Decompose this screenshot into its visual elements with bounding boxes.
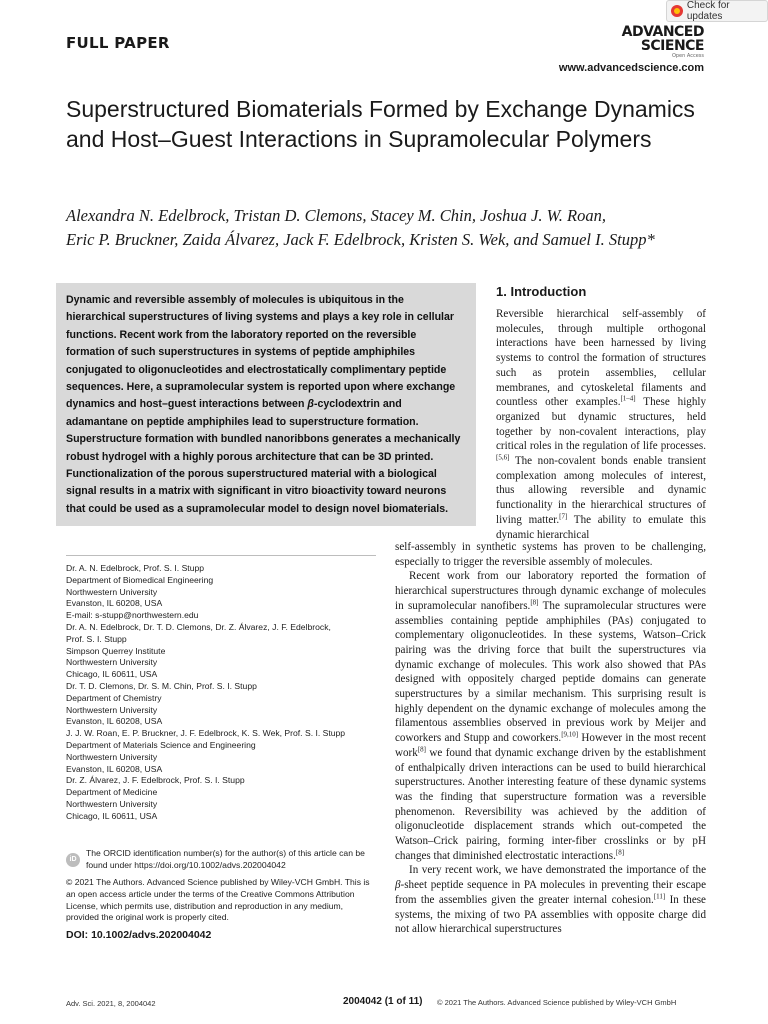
journal-logo-tag: Open Access (671, 53, 704, 59)
orcid-note: The ORCID identification number(s) for the author(s) of this article can be found under https://doi.org/10.1002/advs.202004042 (86, 848, 365, 870)
intro-body-text (395, 540, 706, 937)
citation-ref[interactable]: [8] (530, 598, 539, 607)
author-line-1: Alexandra N. Edelbrock, Tristan D. Clemons, Stacey M. Chin, Joshua J. W. Roan, (66, 206, 607, 225)
abstract-text: Dynamic and reversible assembly of molecules is ubiquitous in the hierarchical superstructures of living systems and plays a key role in cellular functions. Recent work from the laboratory reported on the reversible formation of such superstructures in systems of peptide amphiphiles conjugated to oligonucleotides and electrostatically complimentary peptide sequences. Here, a supramolecular system is reported upon where exchange dynamics and host–guest interactions between β-cyclodextrin and adamantane on peptide amphiphiles lead to superstructure formation. Superstructure formation with bundled nanoribbons generates a mechanically robust hydrogel with a highly porous architecture that can be 3D printed. Functionalization of the porous superstructured material with a biological signal results in a matrix with significant in vitro bioactivity toward neurons that could be used as a supramolecular model to design novel biomaterials. (66, 294, 461, 515)
intro-paragraph-3: In very recent work, we have demonstrated the importance of the β-sheet peptide sequence in PA molecules in preventing their escape from the assemblies given the greater internal cohesion.[11] In these systems, the mixing of two PA assemblies with opposite charge did not allow hierarchical superstructures (395, 864, 706, 936)
journal-logo (622, 25, 704, 59)
citation-ref[interactable]: [1–4] (620, 394, 636, 403)
affiliation-block: J. J. W. Roan, E. P. Bruckner, J. F. Edelbrock, K. S. Wek, Prof. S. I. Stupp Department of Materials Science and Engineering Northwestern University Evanston, IL 60208, USA (66, 728, 346, 774)
footer-page-number: 2004042 (1 of 11) (343, 996, 423, 1007)
intro-paragraph-1-narrow: Reversible hierarchical self-assembly of molecules, through multiple orthogonal interactions have been harnessed by living systems to control the formation of structures such as protein assemblies, cellular membranes, and cytoskeletal filaments and countless other examples.[1–4] These highly organized but dynamic structures, held together by non-covalent interactions, play critical roles in the regulation of life processes.[5,6] The non-covalent bonds enable transient complexation among molecules of interest, thus allowing reversible and dynamic functionality in the hierarchical structures of living matter.[7] The ability to emulate this dynamic hierarchical (496, 308, 706, 541)
journal-logo-line1: ADVANCED (621, 24, 704, 40)
footer-citation: Adv. Sci. 2021, 8, 2004042 (66, 999, 156, 1008)
affiliation-divider (66, 555, 376, 556)
author-list (66, 204, 726, 252)
orcid-icon: iD (66, 853, 80, 867)
citation-ref[interactable]: [8] (417, 745, 426, 754)
affiliation-block: Dr. A. N. Edelbrock, Dr. T. D. Clemons, Dr. Z. Álvarez, J. F. Edelbrock, Prof. S. I. Stupp Simpson Querrey Institute Northwestern University Chicago, IL 60611, USA (66, 621, 331, 680)
citation-ref[interactable]: [9,10] (561, 730, 579, 739)
journal-url-link[interactable]: www.advancedscience.com (558, 62, 704, 74)
journal-logo-line2: SCIENCE (640, 38, 704, 54)
citation-ref[interactable]: [5,6] (496, 453, 510, 462)
citation-ref[interactable]: [7] (559, 512, 568, 521)
section-heading-introduction: 1. Introduction (496, 284, 587, 299)
citation-ref[interactable]: [11] (653, 892, 666, 901)
check-for-updates-label: Check for updates (686, 0, 730, 22)
doi-link[interactable]: DOI: 10.1002/advs.202004042 (66, 929, 212, 941)
intro-paragraph-1-continued: self-assembly in synthetic systems has proven to be challenging, especially to trigger the reversible assembly of molecules. (395, 541, 706, 568)
section-label: FULL PAPER (66, 34, 170, 52)
article-title: Superstructured Biomaterials Formed by Exchange Dynamics and Host–Guest Interactions in Supramolecular Polymers (66, 96, 695, 152)
affiliations (66, 563, 378, 823)
affiliation-block: Dr. A. N. Edelbrock, Prof. S. I. Stupp Department of Biomedical Engineering Northwestern University Evanston, IL 60208, USA E-mail: s-stupp@northwestern.edu (66, 563, 214, 621)
check-for-updates-button[interactable] (666, 0, 768, 22)
author-line-2: Eric P. Bruckner, Zaida Álvarez, Jack F. Edelbrock, Kristen S. Wek, and Samuel I. Stupp* (66, 230, 655, 249)
citation-ref[interactable]: [8] (615, 848, 625, 857)
intro-paragraph-2: Recent work from our laboratory reported the formation of hierarchical superstructures through dynamic exchange of molecules in supramolecular nanofibers.[8] The supramolecular structures were assemblies containing peptide amphiphiles (PAs) conjugated to complementary oligonucleotides. In these systems, Watson–Crick pairing was the driving force that built the superstructures via dynamic exchange of molecules. This work also showed that PAs designed with oppositely charged peptide domains can generate superstructures by a similar mechanism. This surprising result is highly dependent on the dynamic exchange of molecules among the filamentous assemblies observed in previous work by Meijer and coworkers and Stupp and coworkers.[9,10] However in the most recent work[8] we found that dynamic exchange driven by the establishment of enthalpically driven interactions can be used to build hierarchical superstructures. Another interesting feature of these dynamic systems was the finding that superstructure formation was a reversible phenomenon. Reversibility was achieved by the addition of oligonucleotide displacement strands which out-competed the Watson–Crick pairing, forming inter-fiber crosslinks or by pH changes that diminished electrostatic interactions.[8] (395, 570, 706, 862)
footer-copyright: © 2021 The Authors. Advanced Science published by Wiley-VCH GmbH (437, 998, 677, 1007)
affiliation-block: Dr. T. D. Clemons, Dr. S. M. Chin, Prof. S. I. Stupp Department of Chemistry Northwestern University Evanston, IL 60208, USA (66, 680, 257, 727)
affiliation-block: Dr. Z. Álvarez, J. F. Edelbrock, Prof. S. I. Stupp Department of Medicine Northwestern University Chicago, IL 60611, USA (66, 775, 245, 821)
crossmark-icon (671, 5, 683, 17)
license-note: © 2021 The Authors. Advanced Science published by Wiley-VCH GmbH. This is an open access article under the terms of the Creative Commons Attribution License, which permits use, distribution and reproduction in any medium, provided the original work is properly cited. (66, 877, 370, 923)
